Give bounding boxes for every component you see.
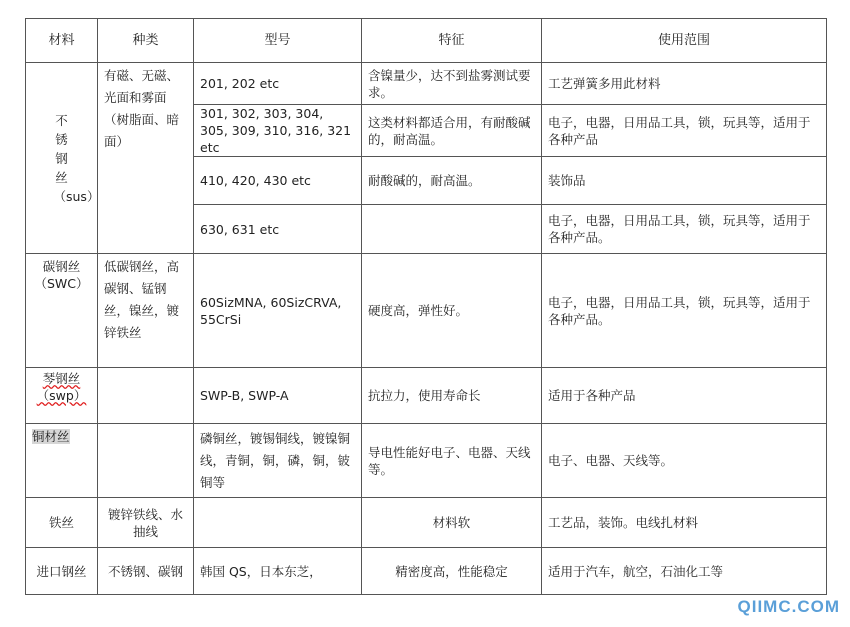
- table-header-row: [26, 19, 827, 63]
- usage-cell: 装饰品: [542, 157, 827, 205]
- kind-stainless-cell: [98, 63, 194, 254]
- feature-piano: 抗拉力，使用寿命长: [362, 368, 542, 424]
- kind-carbon: 低碳钢丝，高碳钢、锰钢丝，镍丝，镀锌铁丝: [104, 259, 180, 340]
- model-carbon: 60SizMNA, 60SizCRVA, 55CrSi: [194, 254, 362, 368]
- material-stainless-cell: [26, 63, 98, 254]
- model-piano: SWP-B, SWP-A: [194, 368, 362, 424]
- feature-cell: 这类材料都适合用，有耐酸碱的，耐高温。: [362, 105, 542, 157]
- model-iron: [194, 498, 362, 548]
- model-imported: 韩国 QS，日本东芝，: [194, 548, 362, 595]
- material-copper: 铜材丝: [32, 429, 70, 444]
- table-row: [26, 424, 827, 498]
- kind-imported: 不锈钢、碳钢: [98, 548, 194, 595]
- usage-cell: 电子，电器，日用品工具，锁，玩具等，适用于各种产品。: [542, 205, 827, 254]
- usage-imported: 适用于汽车，航空，石油化工等: [542, 548, 827, 595]
- table-row: [26, 63, 827, 105]
- feature-imported: 精密度高，性能稳定: [362, 548, 542, 595]
- header-kind: 种类: [98, 19, 194, 63]
- feature-cell: [362, 205, 542, 254]
- material-piano-cell: [26, 368, 98, 424]
- model-cell: 301, 302, 303, 304, 305, 309, 310, 316, 321 etc: [194, 105, 362, 157]
- usage-copper: 电子、电器、天线等。: [542, 424, 827, 498]
- material-imported: 进口钢丝: [26, 548, 98, 595]
- usage-iron: 工艺品，装饰。电线扎材料: [542, 498, 827, 548]
- kind-copper: [98, 424, 194, 498]
- feature-copper: 导电性能好电子、电器、天线等。: [362, 424, 542, 498]
- material-copper-cell: [26, 424, 98, 498]
- material-stainless: 不锈钢丝（sus）: [53, 112, 100, 204]
- table-row: [26, 498, 827, 548]
- usage-carbon: 电子，电器，日用品工具，锁，玩具等，适用于各种产品。: [542, 254, 827, 368]
- model-cell: 201, 202 etc: [194, 63, 362, 105]
- site-watermark: QIIMC.COM: [737, 597, 840, 616]
- model-cell: 630, 631 etc: [194, 205, 362, 254]
- table-row: [26, 368, 827, 424]
- material-carbon: 碳钢丝（SWC）: [26, 254, 98, 368]
- usage-cell: 工艺弹簧多用此材料: [542, 63, 827, 105]
- header-material: 材料: [26, 19, 98, 63]
- kind-iron: 镀锌铁线、水抽线: [98, 498, 194, 548]
- header-feature: 特征: [362, 19, 542, 63]
- table-row: [26, 548, 827, 595]
- kind-piano: [98, 368, 194, 424]
- feature-cell: 耐酸碱的，耐高温。: [362, 157, 542, 205]
- header-usage: 使用范围: [542, 19, 827, 63]
- model-copper: 磷铜丝，镀锡铜线，镀镍铜线，青铜，铜，磷，铜，铍铜等: [200, 430, 351, 490]
- kind-carbon-cell: [98, 254, 194, 368]
- material-piano: 琴钢丝（swp）: [36, 371, 87, 403]
- material-iron: 铁丝: [26, 498, 98, 548]
- feature-carbon: 硬度高，弹性好。: [362, 254, 542, 368]
- feature-cell: 含镍量少，达不到盐雾测试要求。: [362, 63, 542, 105]
- model-cell: 410, 420, 430 etc: [194, 157, 362, 205]
- usage-piano: 适用于各种产品: [542, 368, 827, 424]
- table-row: [26, 254, 827, 368]
- model-copper-cell: [194, 424, 362, 498]
- kind-stainless: 有磁、无磁、光面和雾面（树脂面、暗面）: [104, 68, 180, 149]
- spring-material-table: [25, 18, 827, 595]
- header-model: 型号: [194, 19, 362, 63]
- usage-cell: 电子，电器，日用品工具，锁，玩具等，适用于各种产品: [542, 105, 827, 157]
- feature-iron: 材料软: [362, 498, 542, 548]
